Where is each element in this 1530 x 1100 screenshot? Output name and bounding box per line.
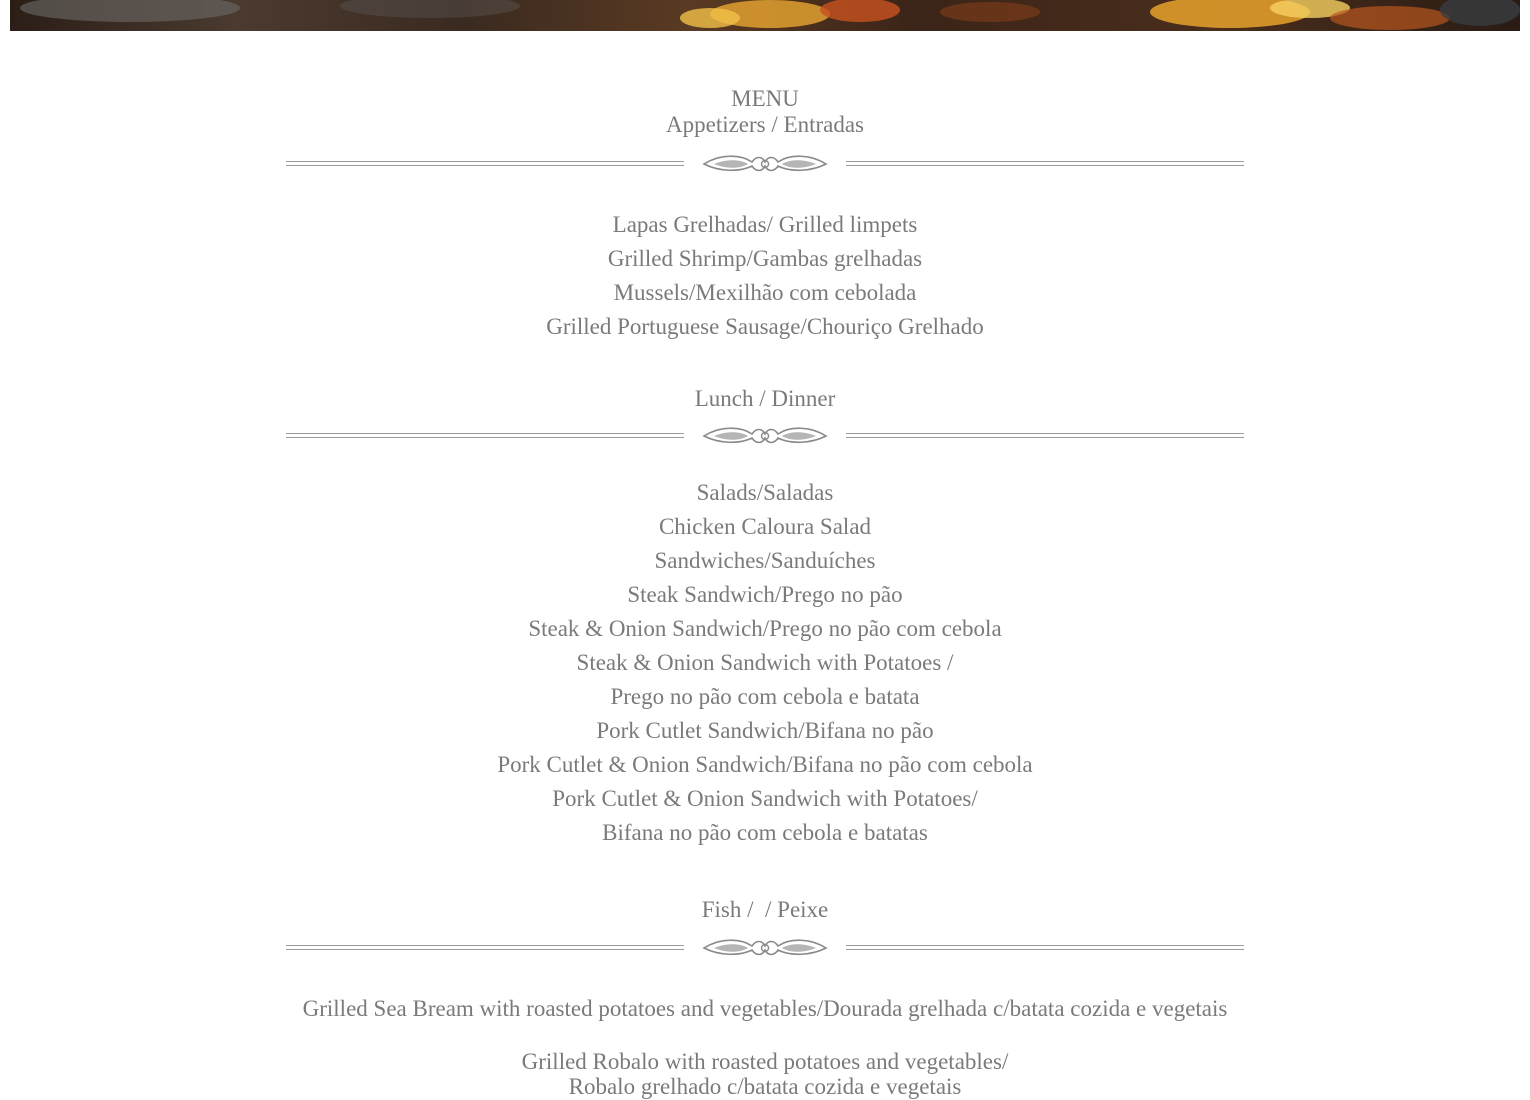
scroll-ornament-icon [700,152,830,176]
menu-item: Grilled Robalo with roasted potatoes and vegetables/ [521,1049,1009,1074]
divider-rule-left [286,945,684,950]
scroll-ornament-icon [700,424,830,448]
menu-item: Pork Cutlet & Onion Sandwich/Bifana no pão com cebola [497,752,1033,777]
divider-rule-right [846,161,1244,166]
menu-title: MENU [731,86,799,111]
menu-item: Grilled Portuguese Sausage/Chouriço Grelhado [546,314,984,339]
divider-rule-left [286,161,684,166]
menu-item: Prego no pão com cebola e batata [610,684,920,709]
menu-item: Lapas Grelhadas/ Grilled limpets [612,212,918,237]
divider-rule-right [846,433,1244,438]
menu-item: Chicken Caloura Salad [658,514,872,539]
menu-item: Sandwiches/Sanduíches [654,548,876,573]
lunch-dinner-heading: Lunch / Dinner [694,386,836,411]
menu-item: Pork Cutlet Sandwich/Bifana no pão [596,718,934,743]
fish-heading: Fish / / Peixe [701,897,829,922]
food-photo-banner [10,0,1520,31]
menu-item: Grilled Shrimp/Gambas grelhadas [607,246,923,271]
menu-item: Salads/Saladas [696,480,834,505]
divider-rule-left [286,433,684,438]
section-divider [286,936,1244,960]
menu-item: Mussels/Mexilhão com cebolada [613,280,917,305]
scroll-ornament-icon [700,936,830,960]
menu-item: Grilled Sea Bream with roasted potatoes and vegetables/Dourada grelhada c/batata cozida e vegetais [302,996,1228,1021]
divider-rule-right [846,945,1244,950]
appetizers-heading: Appetizers / Entradas [666,112,864,137]
menu-item: Pork Cutlet & Onion Sandwich with Potatoes/ [552,786,978,811]
section-divider [286,152,1244,176]
menu-item: Steak & Onion Sandwich with Potatoes / [576,650,954,675]
menu-item: Bifana no pão com cebola e batatas [602,820,928,845]
section-divider [286,424,1244,448]
menu-item: Robalo grelhado c/batata cozida e vegetais [568,1074,962,1099]
menu-item: Steak & Onion Sandwich/Prego no pão com cebola [528,616,1002,641]
hero-food-image [10,0,1520,31]
menu-item: Steak Sandwich/Prego no pão [627,582,903,607]
